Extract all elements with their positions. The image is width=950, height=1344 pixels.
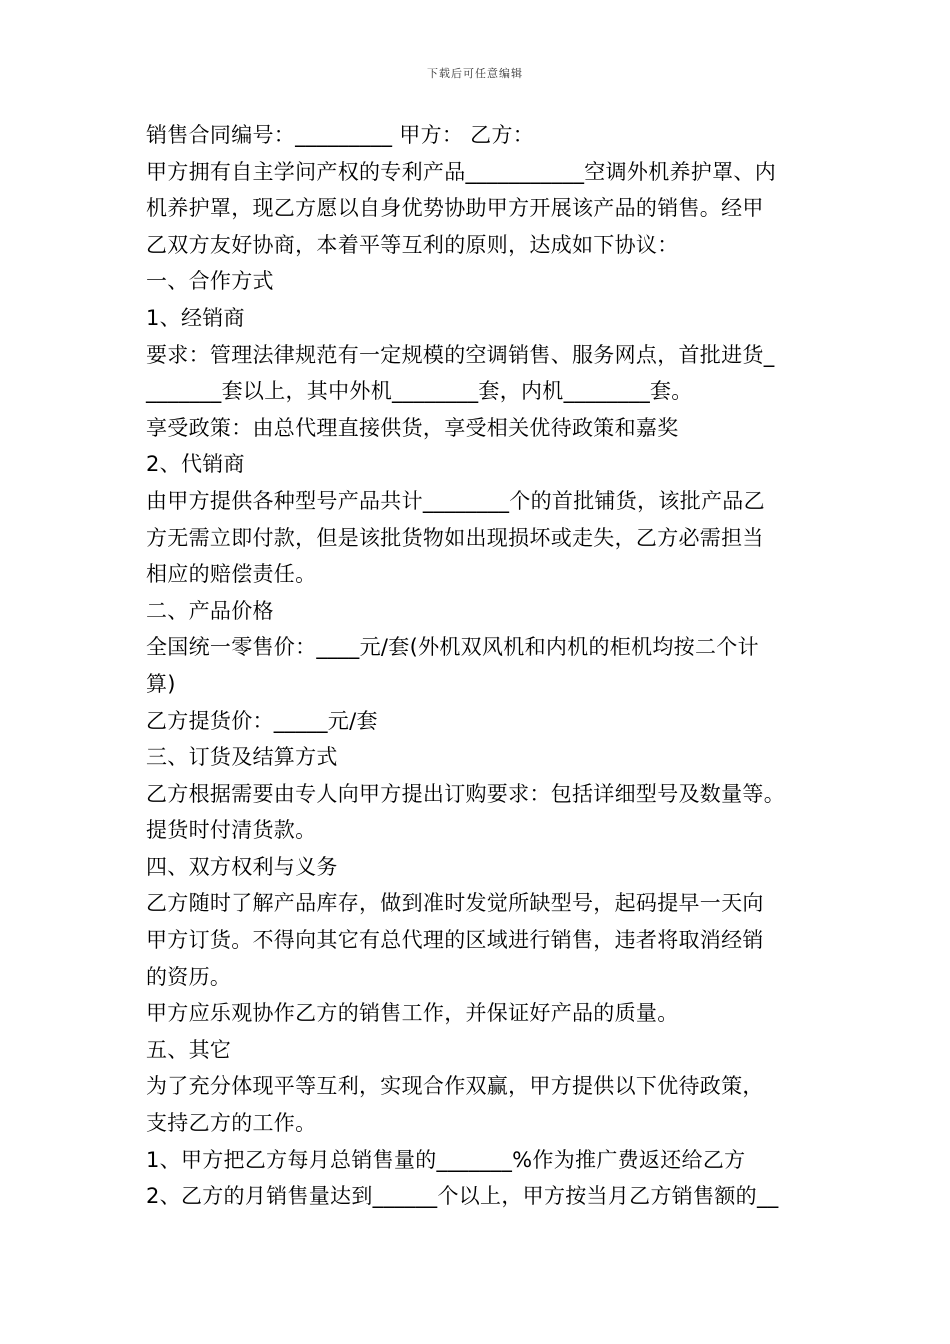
section-heading-other: 五、其它 [146, 1037, 232, 1062]
intro-line-1: 甲方拥有自主学问产权的专利产品___________空调外机养护罩、内 [146, 159, 776, 184]
dealer-policy-line: 享受政策：由总代理直接供货，享受相关优待政策和嘉奖 [146, 415, 679, 440]
dealer-requirement-line-1: 要求：管理法律规范有一定规模的空调销售、服务网点，首批进货_ [146, 342, 775, 367]
intro-line-2: 机养护罩，现乙方愿以自身优势协助甲方开展该产品的销售。经甲 [146, 196, 764, 221]
page-header-note: 下载后可任意编辑 [427, 67, 523, 80]
ordering-line-1: 乙方根据需要由专人向甲方提出订购要求：包括详细型号及数量等。 [146, 781, 785, 806]
rights-line-4: 甲方应乐观协作乙方的销售工作，并保证好产品的质量。 [146, 1001, 679, 1026]
section-heading-rights: 四、双方权利与义务 [146, 854, 338, 879]
subsection-agent: 2、代销商 [146, 452, 245, 477]
contract-number-line: 销售合同编号：_________ 甲方： 乙方： [146, 123, 535, 147]
other-item-1: 1、甲方把乙方每月总销售量的_______%作为推广费返还给乙方 [146, 1147, 746, 1172]
retail-price-line-2: 算) [146, 671, 176, 696]
intro-line-3: 乙双方友好协商，本着平等互利的原则，达成如下协议： [146, 232, 679, 257]
agent-paragraph-line-3: 相应的赔偿责任。 [146, 562, 317, 587]
other-line-2: 支持乙方的工作。 [146, 1111, 317, 1136]
contract-body [146, 117, 826, 1215]
section-heading-price: 二、产品价格 [146, 598, 274, 623]
section-heading-ordering: 三、订货及结算方式 [146, 745, 338, 770]
section-heading-cooperation: 一、合作方式 [146, 269, 274, 294]
other-line-1: 为了充分体现平等互利，实现合作双赢，甲方提供以下优待政策， [146, 1074, 764, 1099]
subsection-dealer: 1、经销商 [146, 305, 245, 330]
ordering-line-2: 提货时付清货款。 [146, 818, 317, 843]
other-item-2: 2、乙方的月销售量达到______个以上，甲方按当月乙方销售额的__ [146, 1184, 779, 1209]
rights-line-2: 甲方订货。不得向其它有总代理的区域进行销售，违者将取消经销 [146, 928, 764, 953]
dealer-requirement-line-2: _______套以上，其中外机________套，内机________套。 [146, 379, 693, 404]
agent-paragraph-line-2: 方无需立即付款，但是该批货物如出现损坏或走失，乙方必需担当 [146, 525, 764, 550]
rights-line-3: 的资历。 [146, 964, 232, 989]
retail-price-line-1: 全国统一零售价：____元/套(外机双风机和内机的柜机均按二个计 [146, 635, 759, 660]
pickup-price-line: 乙方提货价：_____元/套 [146, 708, 378, 733]
agent-paragraph-line-1: 由甲方提供各种型号产品共计________个的首批铺货，该批产品乙 [146, 488, 765, 513]
rights-line-1: 乙方随时了解产品库存，做到准时发觉所缺型号，起码提早一天向 [146, 891, 764, 916]
